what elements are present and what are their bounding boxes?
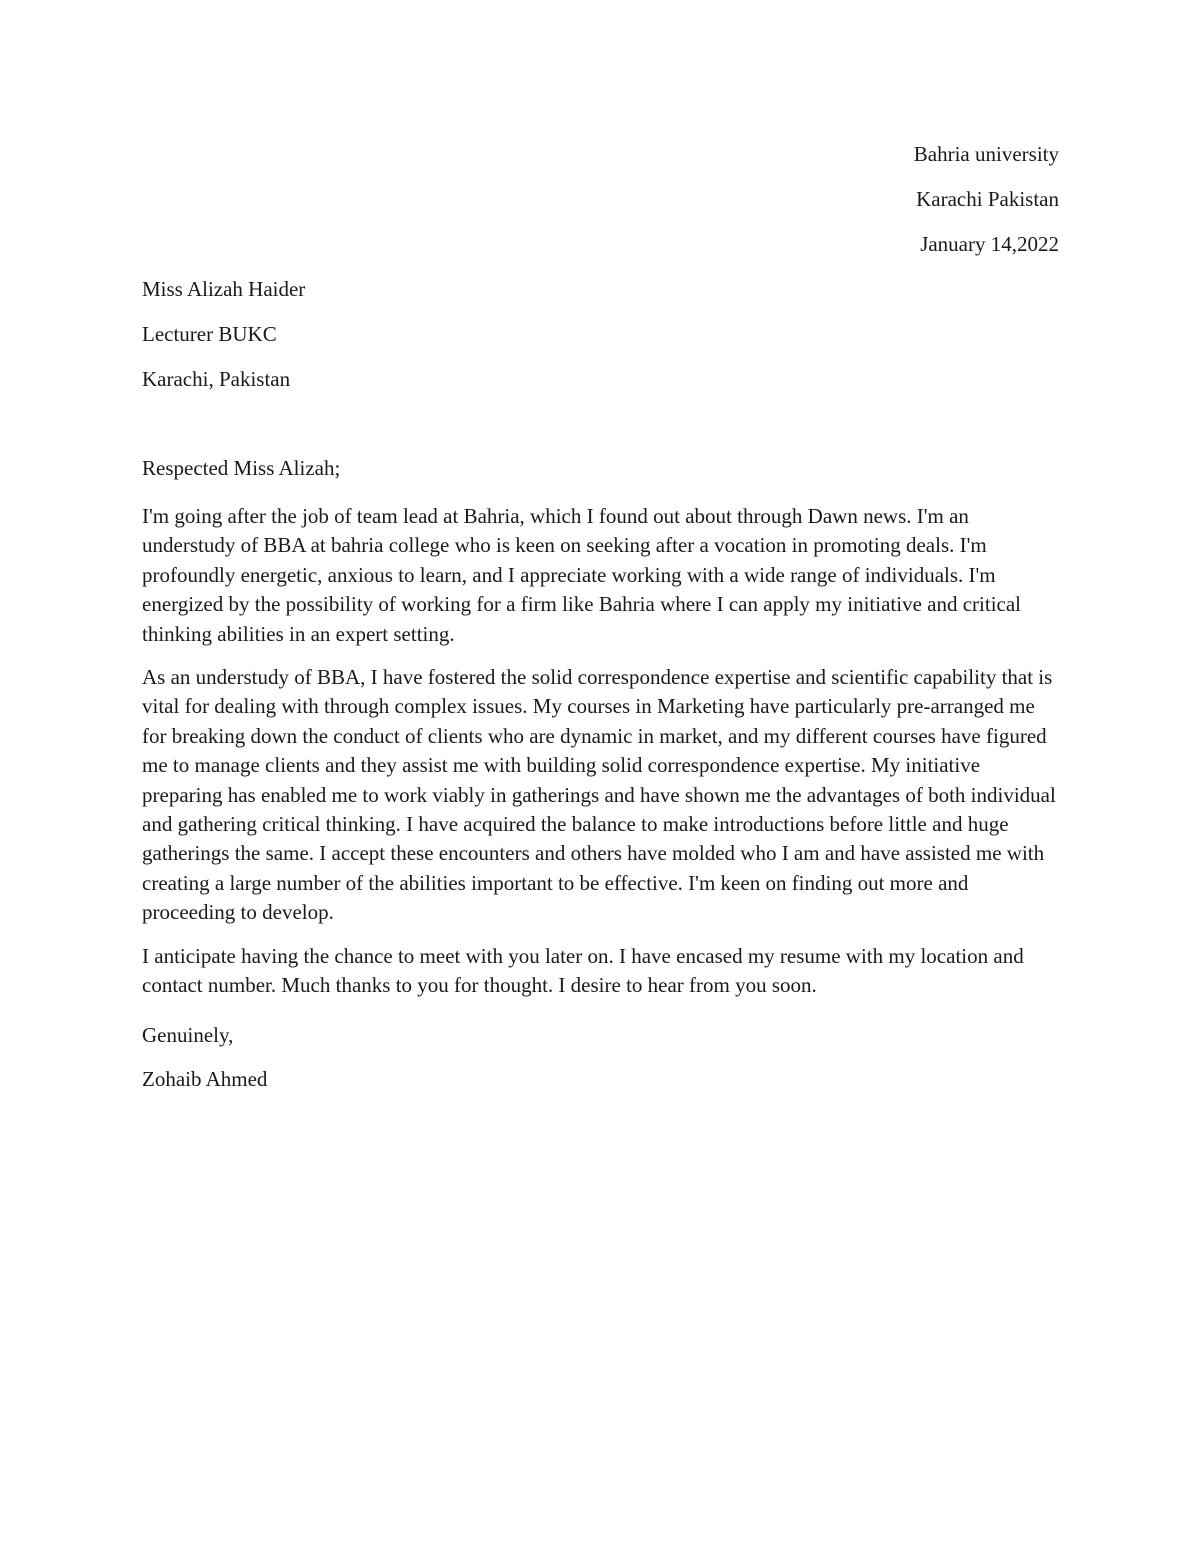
sender-address-block bbox=[914, 142, 1059, 277]
sender-line-1: Bahria university bbox=[913, 142, 1059, 166]
sender-line-2: Karachi Pakistan bbox=[916, 187, 1059, 211]
closing: Genuinely, bbox=[142, 1022, 234, 1047]
body-paragraph-1: I'm going after the job of team lead at Bahria, which I found out about through Dawn news. I'm an understudy of BBA at bahria college who is keen on seeking after a vocation in promoting deals. I'm profoundly energetic, anxious to learn, and I appreciate working with a wide range of individuals. I'm energized by the possibility of working for a firm like Bahria where I can apply my initiative and critical thinking abilities in an expert setting. bbox=[142, 504, 1022, 646]
recipient-address-block bbox=[142, 277, 305, 412]
recipient-name: Miss Alizah Haider bbox=[142, 277, 306, 301]
letter-date: January 14,2022 bbox=[920, 232, 1059, 256]
salutation: Respected Miss Alizah; bbox=[142, 456, 341, 480]
signature-name: Zohaib Ahmed bbox=[142, 1066, 268, 1091]
body-paragraph-3: I anticipate having the chance to meet with you later on. I have encased my resume with my location and contact number. Much thanks to you for thought. I desire to hear from you soon. bbox=[142, 943, 1024, 998]
recipient-title: Lecturer BUKC bbox=[142, 322, 277, 346]
recipient-location: Karachi, Pakistan bbox=[142, 367, 291, 391]
letter-body bbox=[142, 456, 1062, 1091]
body-paragraph-2: As an understudy of BBA, I have fostered the solid correspondence expertise and scientific capability that is vital for dealing with through complex issues. My courses in Marketing have particularly pre-arranged me for breaking down the conduct of clients who are dynamic in market, and my different courses have figured me to manage clients and they assist me with building solid correspondence expertise. My initiative preparing has enabled me to work viably in gatherings and have shown me the advantages of both individual and gathering critical thinking. I have acquired the balance to make introductions before little and huge gatherings the same. I accept these encounters and others have molded who I am and have assisted me with creating a large number of the abilities important to be effective. I'm keen on finding out more and proceeding to develop. bbox=[142, 665, 1056, 925]
